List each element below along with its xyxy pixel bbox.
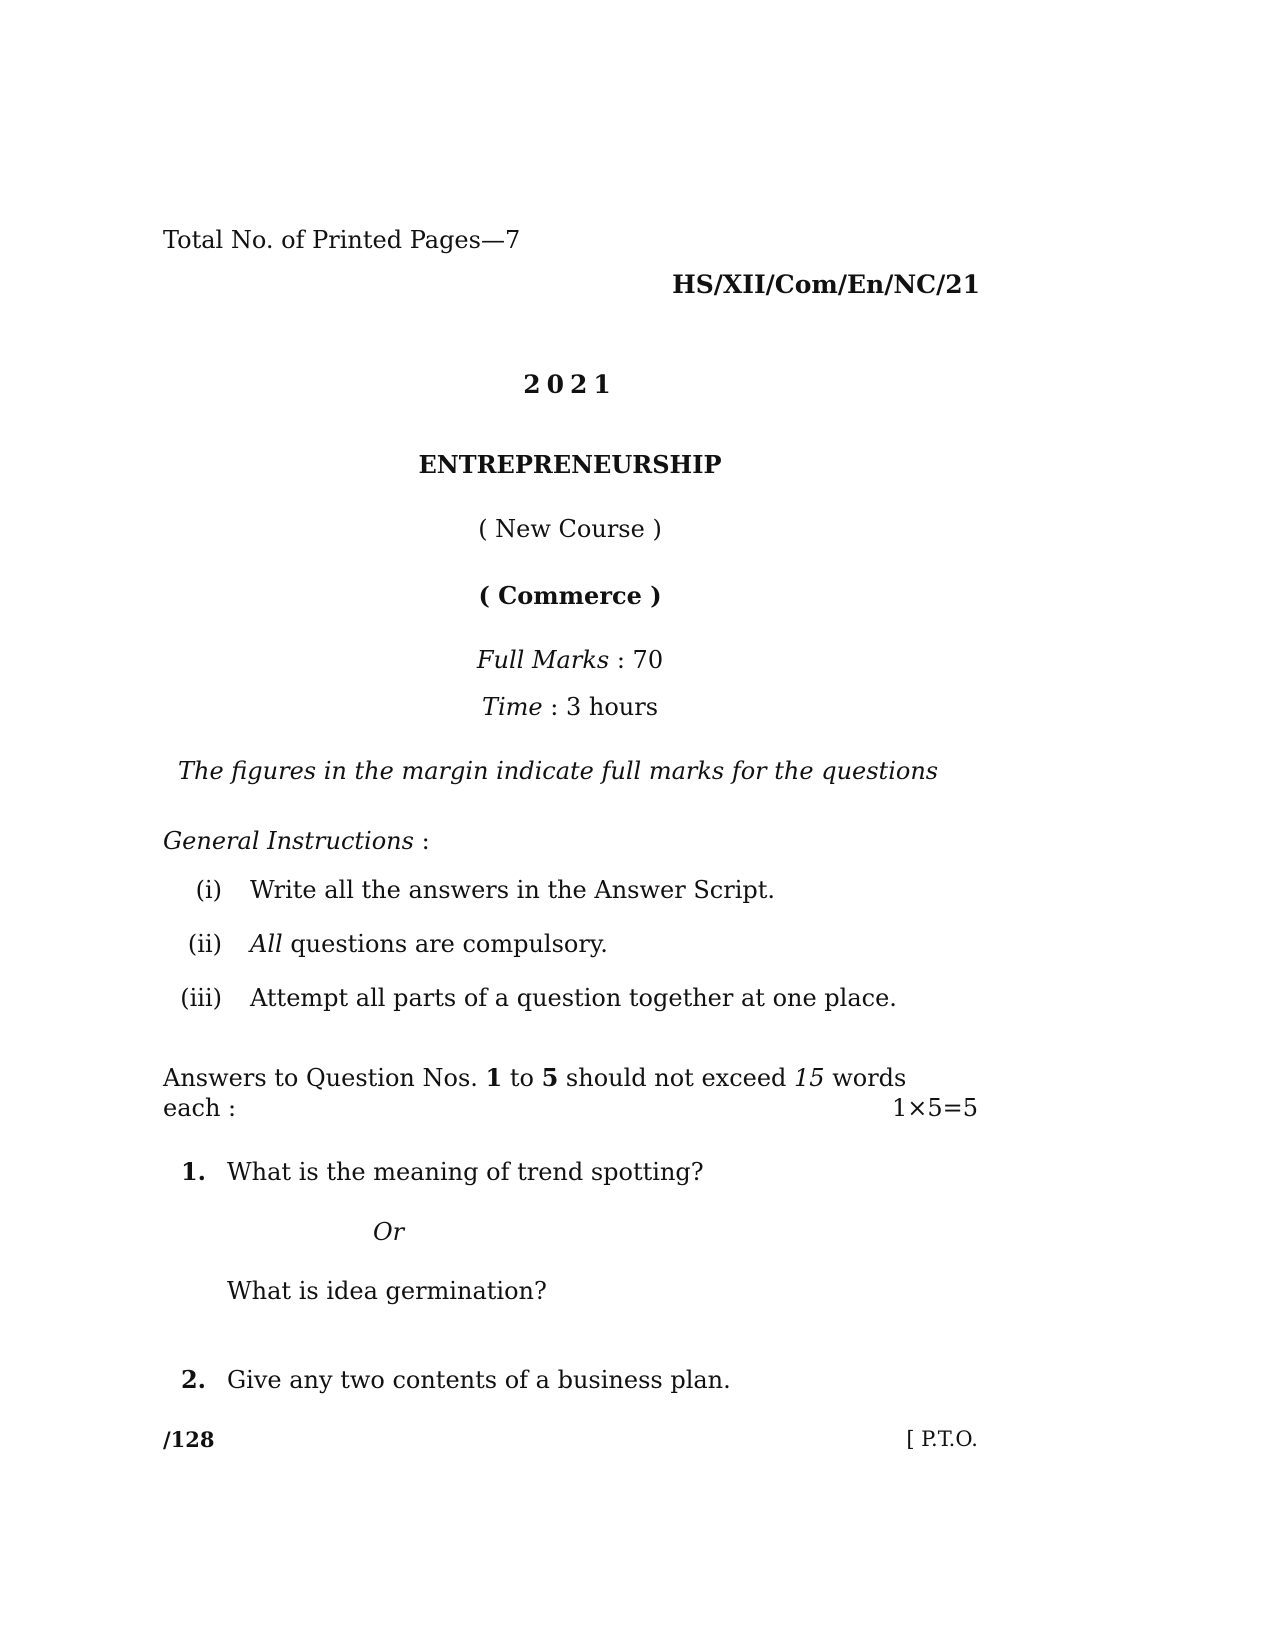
footer-pto: [ P.T.O. [906, 1427, 978, 1451]
question-number: 1. [180, 1157, 206, 1186]
subject-title: ENTREPRENEURSHIP [418, 450, 722, 479]
instruction-emphasis: All [250, 930, 283, 958]
question-text: Give any two contents of a business plan. [227, 1366, 731, 1394]
question-alternative-text: What is idea germination? [227, 1277, 547, 1305]
margin-note: The figures in the margin indicate full marks for the questions [178, 757, 939, 785]
course-label: ( New Course ) [478, 515, 662, 543]
general-instructions-label: General Instructions [163, 827, 414, 855]
time-label: Time [481, 693, 543, 721]
section-word-limit: 15 [794, 1064, 825, 1092]
instruction-text: Attempt all parts of a question together at one place. [250, 984, 897, 1012]
section-instruction-line2 [163, 1093, 978, 1123]
footer-code: /128 [163, 1427, 215, 1452]
instruction-text [250, 929, 608, 959]
section-to-question: 5 [541, 1063, 559, 1092]
total-printed-pages: Total No. of Printed Pages—7 [163, 226, 521, 254]
question-number: 2. [180, 1365, 206, 1394]
full-marks [0, 645, 1140, 675]
full-marks-value: : 70 [609, 646, 664, 674]
section-text: each : [163, 1094, 237, 1122]
instruction-rest: questions are compulsory. [282, 930, 608, 958]
exam-year: 2021 [523, 370, 617, 399]
instruction-number: (iii) [180, 984, 222, 1012]
section-text: words [824, 1064, 907, 1092]
section-text: should not exceed [558, 1064, 795, 1092]
or-separator: Or [373, 1218, 405, 1246]
section-marks: 1×5=5 [891, 1094, 978, 1122]
general-instructions-heading [163, 826, 430, 856]
instruction-number: (ii) [187, 930, 222, 958]
section-from-question: 1 [485, 1063, 503, 1092]
section-text: to [502, 1064, 542, 1092]
question-text: What is the meaning of trend spotting? [227, 1158, 704, 1186]
section-text: Answers to Question Nos. [163, 1064, 486, 1092]
stream-label: ( Commerce ) [478, 581, 662, 610]
section-instruction [163, 1063, 978, 1123]
instruction-number: (i) [195, 876, 222, 904]
time-value: : 3 hours [542, 693, 659, 721]
instruction-text: Write all the answers in the Answer Script. [250, 876, 775, 904]
time-allowed [0, 692, 1140, 722]
section-instruction-line1 [163, 1063, 978, 1093]
full-marks-label: Full Marks [476, 646, 610, 674]
general-instructions-colon: : [413, 827, 430, 855]
paper-code: HS/XII/Com/En/NC/21 [672, 270, 980, 299]
